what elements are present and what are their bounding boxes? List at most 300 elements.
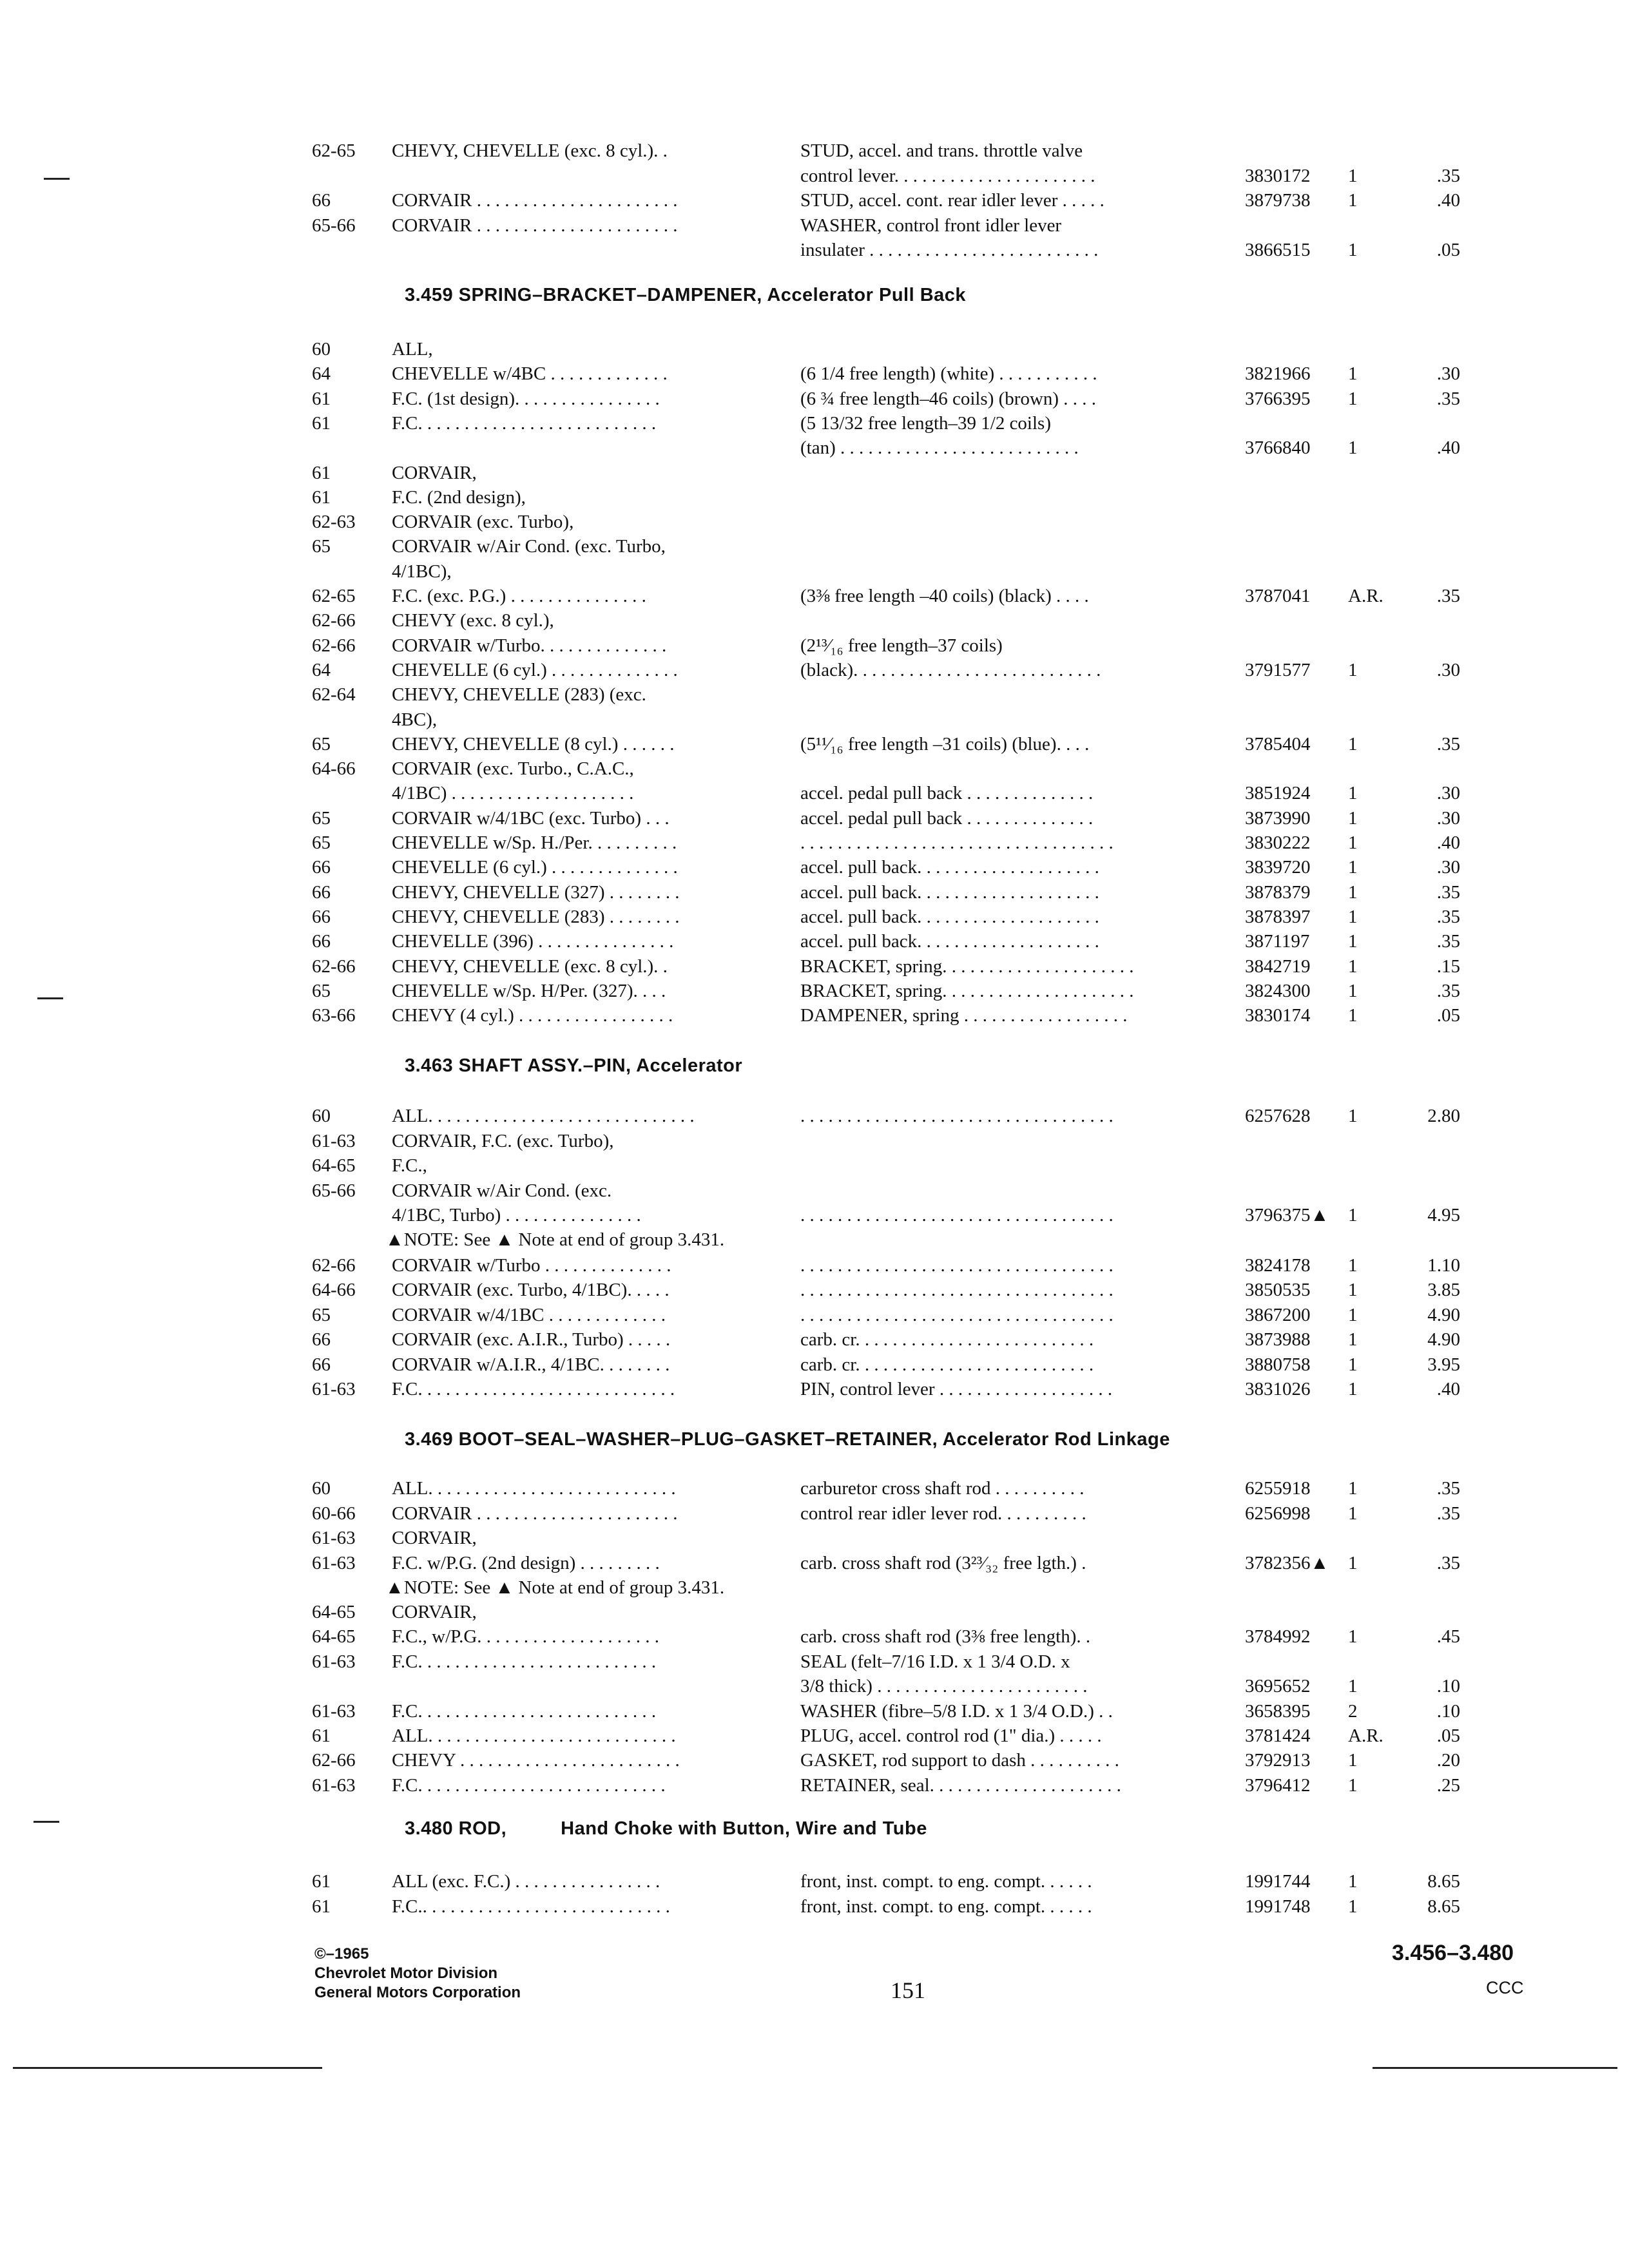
- part-row: [0, 1774, 1629, 1797]
- part-number-cell: 3782356▲: [1245, 1552, 1329, 1573]
- year-cell: 65: [312, 980, 331, 1001]
- price-cell: .35: [1436, 931, 1460, 952]
- description-cell: (black). . . . . . . . . . . . . . . . . . . . . . . . . . .: [800, 659, 1101, 680]
- corporation-line: General Motors Corporation: [314, 1984, 521, 2001]
- price-cell: 3.85: [1427, 1280, 1460, 1301]
- quantity-cell: 1: [1348, 1896, 1358, 1917]
- part-row: [0, 387, 1629, 410]
- description-cell: accel. pull back. . . . . . . . . . . . . . . . . . . .: [800, 881, 1099, 903]
- description-cell: insulater . . . . . . . . . . . . . . . . . . . . . . . . .: [800, 240, 1099, 260]
- application-cell: 4BC),: [392, 709, 438, 730]
- binder-mark: [37, 997, 63, 999]
- quantity-cell: 1: [1348, 1503, 1358, 1524]
- application-cell: CORVAIR (exc. Turbo, 4/1BC). . . . .: [392, 1280, 670, 1301]
- quantity-cell: 1: [1348, 1255, 1358, 1276]
- part-number-cell: 3830222: [1245, 832, 1311, 853]
- application-cell: CORVAIR . . . . . . . . . . . . . . . . . . . . . .: [392, 1503, 678, 1524]
- description-cell: front, inst. compt. to eng. compt. . . . . .: [800, 1896, 1092, 1917]
- part-row: [0, 856, 1629, 879]
- part-number-cell: 3839720: [1245, 857, 1311, 878]
- application-cell: ALL. . . . . . . . . . . . . . . . . . . . . . . . . . .: [392, 1478, 676, 1499]
- application-cell: F.C., w/P.G. . . . . . . . . . . . . . . . . . . .: [392, 1626, 660, 1648]
- price-cell: .35: [1436, 881, 1460, 903]
- note-line: ▲NOTE: See ▲ Note at end of group 3.431.: [385, 1229, 725, 1250]
- application-cell: ALL (exc. F.C.) . . . . . . . . . . . . . . . .: [392, 1871, 660, 1892]
- part-number-cell: 3873988: [1245, 1329, 1311, 1350]
- price-cell: .35: [1436, 1503, 1460, 1524]
- year-cell: 66: [312, 857, 331, 878]
- description-cell: . . . . . . . . . . . . . . . . . . . . . . . . . . . . . . . . . .: [800, 1255, 1113, 1276]
- part-row: [0, 1700, 1629, 1723]
- application-cell: CHEVY (exc. 8 cyl.),: [392, 610, 554, 631]
- year-cell: 61: [312, 486, 331, 508]
- quantity-cell: A.R.: [1348, 1725, 1383, 1746]
- application-cell: F.C. (1st design). . . . . . . . . . . . . . . .: [392, 388, 660, 409]
- year-cell: 60: [312, 1106, 331, 1126]
- year-cell: 61: [312, 388, 331, 409]
- description-cell: . . . . . . . . . . . . . . . . . . . . . . . . . . . . . . . . . .: [800, 1106, 1113, 1126]
- description-cell: WASHER (fibre–5/8 I.D. x 1 3/4 O.D.) . .: [800, 1700, 1113, 1722]
- year-cell: 65-66: [312, 215, 356, 236]
- price-cell: .20: [1436, 1750, 1460, 1771]
- application-cell: CORVAIR . . . . . . . . . . . . . . . . . . . . . .: [392, 190, 678, 211]
- application-cell: CHEVY . . . . . . . . . . . . . . . . . . . . . . . .: [392, 1750, 680, 1771]
- application-cell: CORVAIR (exc. A.I.R., Turbo) . . . . .: [392, 1329, 671, 1350]
- part-row: [0, 214, 1629, 237]
- description-cell: (3⅜ free length –40 coils) (black) . . . .: [800, 586, 1089, 606]
- application-cell: ALL. . . . . . . . . . . . . . . . . . . . . . . . . . .: [392, 1725, 676, 1746]
- part-row: [0, 782, 1629, 805]
- description-cell: accel. pull back. . . . . . . . . . . . . . . . . . . .: [800, 857, 1099, 878]
- quantity-cell: 1: [1348, 1205, 1358, 1225]
- part-number-cell: 3824178: [1245, 1255, 1311, 1276]
- price-cell: .40: [1436, 832, 1460, 853]
- price-cell: .15: [1436, 956, 1460, 977]
- part-number-cell: 1991748: [1245, 1896, 1311, 1917]
- quantity-cell: 1: [1348, 980, 1358, 1001]
- year-cell: 66: [312, 931, 331, 952]
- section-subtitle: Accelerator Pull Back: [762, 285, 967, 305]
- description-cell: (tan) . . . . . . . . . . . . . . . . . . . . . . . . . .: [800, 437, 1079, 459]
- price-cell: .35: [1436, 733, 1460, 754]
- section-title: 3.480 ROD,: [405, 1818, 507, 1839]
- application-cell: CHEVY, CHEVELLE (283) . . . . . . . .: [392, 906, 680, 927]
- year-cell: 62-66: [312, 610, 356, 631]
- quantity-cell: 1: [1348, 832, 1358, 853]
- year-cell: 60: [312, 1478, 331, 1499]
- quantity-cell: 1: [1348, 733, 1358, 754]
- part-row: [0, 930, 1629, 953]
- part-row: [0, 535, 1629, 558]
- part-row: [0, 189, 1629, 212]
- year-cell: 61: [312, 412, 331, 434]
- part-number-cell: 3878397: [1245, 906, 1311, 927]
- year-cell: 62-66: [312, 956, 356, 977]
- year-cell: 61-63: [312, 1552, 356, 1573]
- application-cell: CORVAIR, F.C. (exc. Turbo),: [392, 1130, 614, 1151]
- part-row: [0, 436, 1629, 459]
- application-cell: CORVAIR w/Turbo. . . . . . . . . . . . . .: [392, 635, 667, 656]
- price-cell: 2.80: [1427, 1106, 1460, 1126]
- quantity-cell: 1: [1348, 1552, 1358, 1573]
- year-cell: 62-66: [312, 635, 356, 656]
- year-cell: 64: [312, 363, 331, 385]
- part-number-cell: 6257628: [1245, 1106, 1311, 1126]
- description-cell: PIN, control lever . . . . . . . . . . . . . . . . . . .: [800, 1379, 1113, 1399]
- year-cell: 61-63: [312, 1774, 356, 1796]
- price-cell: .05: [1436, 1005, 1460, 1026]
- part-number-cell: 6255918: [1245, 1478, 1311, 1499]
- price-cell: .35: [1436, 586, 1460, 606]
- price-cell: .30: [1436, 659, 1460, 680]
- part-row: [0, 338, 1629, 361]
- part-row: [0, 1378, 1629, 1401]
- description-cell: PLUG, accel. control rod (1" dia.) . . . . .: [800, 1725, 1102, 1746]
- year-cell: 60: [312, 339, 331, 360]
- year-cell: 60-66: [312, 1503, 356, 1524]
- application-cell: CORVAIR,: [392, 1602, 477, 1622]
- year-cell: 61: [312, 462, 331, 483]
- year-cell: 62-65: [312, 140, 356, 161]
- year-cell: 61-63: [312, 1379, 356, 1399]
- description-cell: carb. cross shaft rod (3⅜ free length). .: [800, 1626, 1091, 1648]
- part-row: [0, 1004, 1629, 1027]
- application-cell: F.C. . . . . . . . . . . . . . . . . . . . . . . . . .: [392, 1651, 657, 1672]
- part-number-cell: 3880758: [1245, 1354, 1311, 1375]
- price-cell: .25: [1436, 1774, 1460, 1796]
- application-cell: F.C. (2nd design),: [392, 486, 526, 508]
- part-number-cell: 3781424: [1245, 1725, 1311, 1746]
- part-row: [0, 1154, 1629, 1177]
- part-row: [0, 1353, 1629, 1376]
- part-row: [0, 164, 1629, 187]
- application-cell: CHEVY, CHEVELLE (exc. 8 cyl.). .: [392, 956, 668, 977]
- description-cell: RETAINER, seal. . . . . . . . . . . . . . . . . . . . .: [800, 1774, 1121, 1796]
- description-cell: GASKET, rod support to dash . . . . . . . . . .: [800, 1750, 1119, 1771]
- description-cell: accel. pedal pull back . . . . . . . . . . . . . .: [800, 783, 1094, 804]
- application-cell: CORVAIR (exc. Turbo., C.A.C.,: [392, 758, 634, 780]
- binder-mark: [34, 1821, 59, 1823]
- part-row: [0, 881, 1629, 904]
- price-cell: 1.10: [1427, 1255, 1460, 1276]
- description-cell: accel. pull back. . . . . . . . . . . . . . . . . . . .: [800, 906, 1099, 927]
- application-cell: F.C. . . . . . . . . . . . . . . . . . . . . . . . . . .: [392, 1774, 666, 1796]
- year-cell: 61-63: [312, 1528, 356, 1548]
- page-edge-line: [1373, 2067, 1617, 2069]
- part-row: [0, 1600, 1629, 1624]
- part-number-cell: 3871197: [1245, 931, 1310, 952]
- year-cell: 62-66: [312, 1255, 356, 1276]
- price-cell: 4.95: [1427, 1205, 1460, 1225]
- price-cell: 8.65: [1427, 1896, 1460, 1917]
- price-cell: .10: [1436, 1676, 1460, 1697]
- application-cell: CHEVY (4 cyl.) . . . . . . . . . . . . . . . . .: [392, 1005, 673, 1026]
- application-cell: F.C. (exc. P.G.) . . . . . . . . . . . . . . .: [392, 586, 646, 606]
- description-cell: BRACKET, spring. . . . . . . . . . . . . . . . . . . . .: [800, 956, 1134, 977]
- price-cell: .40: [1436, 437, 1460, 459]
- part-number-cell: 3784992: [1245, 1626, 1311, 1648]
- year-cell: 64-65: [312, 1626, 356, 1648]
- quantity-cell: 1: [1348, 363, 1358, 385]
- description-cell: . . . . . . . . . . . . . . . . . . . . . . . . . . . . . . . . . .: [800, 832, 1113, 853]
- year-cell: 66: [312, 906, 331, 927]
- quantity-cell: 1: [1348, 1354, 1358, 1375]
- year-cell: 65: [312, 832, 331, 853]
- part-number-cell: 3787041: [1245, 586, 1311, 606]
- part-row: [0, 1895, 1629, 1918]
- section-range: 3.456–3.480: [1392, 1941, 1514, 1965]
- part-number-cell: 3791577: [1245, 659, 1311, 680]
- quantity-cell: 1: [1348, 1304, 1358, 1325]
- part-row: [0, 1278, 1629, 1302]
- note-line: ▲NOTE: See ▲ Note at end of group 3.431.: [385, 1577, 725, 1598]
- price-cell: .35: [1436, 906, 1460, 927]
- quantity-cell: 1: [1348, 165, 1358, 186]
- part-row: [0, 708, 1629, 731]
- section-title: 3.459 SPRING–BRACKET–DAMPENER,: [405, 285, 762, 305]
- part-row: [0, 609, 1629, 632]
- part-number-cell: 3830174: [1245, 1005, 1311, 1026]
- section-heading-3-469: [405, 1428, 1170, 1451]
- part-number-cell: 3796412: [1245, 1774, 1311, 1796]
- application-cell: F.C. w/P.G. (2nd design) . . . . . . . . .: [392, 1552, 660, 1573]
- price-cell: .05: [1436, 1725, 1460, 1746]
- part-number-cell: 3842719: [1245, 956, 1311, 977]
- copyright-line: ©–1965: [314, 1945, 369, 1963]
- part-number-cell: 3821966: [1245, 363, 1311, 385]
- quantity-cell: 1: [1348, 807, 1358, 829]
- application-cell: CORVAIR w/4/1BC (exc. Turbo) . . .: [392, 807, 670, 829]
- quantity-cell: 1: [1348, 190, 1358, 211]
- year-cell: 65: [312, 807, 331, 829]
- binder-mark: [44, 178, 70, 180]
- application-cell: F.C. . . . . . . . . . . . . . . . . . . . . . . . . .: [392, 1700, 657, 1722]
- section-subtitle: Hand Choke with Button, Wire and Tube: [561, 1818, 927, 1839]
- description-cell: carb. cr. . . . . . . . . . . . . . . . . . . . . . . . . .: [800, 1329, 1094, 1350]
- year-cell: 62-63: [312, 512, 356, 533]
- part-row: [0, 139, 1629, 162]
- description-cell: WASHER, control front idler lever: [800, 215, 1062, 236]
- year-cell: 62-65: [312, 586, 356, 606]
- part-number-cell: 3766395: [1245, 388, 1311, 409]
- price-cell: .45: [1436, 1626, 1460, 1648]
- description-cell: BRACKET, spring. . . . . . . . . . . . . . . . . . . . .: [800, 980, 1134, 1001]
- description-cell: accel. pedal pull back . . . . . . . . . . . . . .: [800, 807, 1094, 829]
- year-cell: 63-66: [312, 1005, 356, 1026]
- part-row: [0, 486, 1629, 509]
- page-edge-line: [13, 2067, 322, 2069]
- price-cell: .40: [1436, 190, 1460, 211]
- year-cell: 61-63: [312, 1651, 356, 1672]
- part-number-cell: 3866515: [1245, 240, 1311, 260]
- application-cell: CHEVY, CHEVELLE (8 cyl.) . . . . . .: [392, 733, 675, 754]
- application-cell: CORVAIR w/A.I.R., 4/1BC. . . . . . . .: [392, 1354, 670, 1375]
- part-row: [0, 1749, 1629, 1772]
- year-cell: 62-66: [312, 1750, 356, 1771]
- application-cell: CHEVELLE (396) . . . . . . . . . . . . . . .: [392, 931, 674, 952]
- quantity-cell: A.R.: [1348, 586, 1383, 606]
- application-cell: CORVAIR w/4/1BC . . . . . . . . . . . . .: [392, 1304, 666, 1325]
- year-cell: 61-63: [312, 1130, 356, 1151]
- description-cell: front, inst. compt. to eng. compt. . . . . .: [800, 1871, 1092, 1892]
- description-cell: . . . . . . . . . . . . . . . . . . . . . . . . . . . . . . . . . .: [800, 1280, 1113, 1301]
- description-cell: (5¹¹⁄₁₆ free length –31 coils) (blue). . . .: [800, 733, 1090, 754]
- section-title: 3.469 BOOT–SEAL–WASHER–PLUG–GASKET–RETAINER,: [405, 1429, 938, 1450]
- part-row: [0, 757, 1629, 780]
- quantity-cell: 1: [1348, 1774, 1358, 1796]
- part-number-cell: 3879738: [1245, 190, 1311, 211]
- part-row: [0, 831, 1629, 854]
- price-cell: 3.95: [1427, 1354, 1460, 1375]
- year-cell: 61: [312, 1896, 331, 1917]
- part-row: [0, 634, 1629, 657]
- quantity-cell: 1: [1348, 1106, 1358, 1126]
- application-cell: F.C. . . . . . . . . . . . . . . . . . . . . . . . . .: [392, 412, 657, 434]
- part-number-cell: 3796375▲: [1245, 1205, 1329, 1225]
- year-cell: 65: [312, 1304, 331, 1325]
- description-cell: carb. cross shaft rod (3²³⁄₃₂ free lgth.) .: [800, 1552, 1086, 1573]
- application-cell: CORVAIR,: [392, 462, 477, 483]
- price-cell: .30: [1436, 857, 1460, 878]
- part-row: [0, 1179, 1629, 1202]
- price-cell: .30: [1436, 807, 1460, 829]
- part-row: [0, 1870, 1629, 1893]
- description-cell: (6 1/4 free length) (white) . . . . . . . . . . .: [800, 363, 1097, 385]
- part-row: [0, 1204, 1629, 1227]
- part-number-cell: 3878379: [1245, 881, 1311, 903]
- page-number: 151: [891, 1977, 925, 2003]
- part-number-cell: 6256998: [1245, 1503, 1311, 1524]
- part-row: [0, 560, 1629, 583]
- part-number-cell: 3658395: [1245, 1700, 1311, 1722]
- section-title: 3.463 SHAFT ASSY.–PIN,: [405, 1055, 631, 1076]
- application-cell: 4/1BC) . . . . . . . . . . . . . . . . . . . .: [392, 783, 634, 804]
- description-cell: (6 ¾ free length–46 coils) (brown) . . . .: [800, 388, 1097, 409]
- application-cell: CORVAIR w/Air Cond. (exc. Turbo,: [392, 536, 666, 557]
- year-cell: 64-66: [312, 1280, 356, 1301]
- quantity-cell: 1: [1348, 1280, 1358, 1301]
- application-cell: CORVAIR . . . . . . . . . . . . . . . . . . . . . .: [392, 215, 678, 236]
- description-cell: STUD, accel. cont. rear idler lever . . . . .: [800, 190, 1104, 211]
- application-cell: CHEVY, CHEVELLE (327) . . . . . . . .: [392, 881, 680, 903]
- year-cell: 66: [312, 1329, 331, 1350]
- description-cell: STUD, accel. and trans. throttle valve: [800, 140, 1083, 161]
- application-cell: ALL. . . . . . . . . . . . . . . . . . . . . . . . . . . . .: [392, 1106, 695, 1126]
- quantity-cell: 2: [1348, 1700, 1358, 1722]
- price-cell: .40: [1436, 1379, 1460, 1399]
- year-cell: 62-64: [312, 684, 356, 706]
- part-number-cell: 3824300: [1245, 980, 1311, 1001]
- part-row: [0, 1552, 1629, 1575]
- section-subtitle: Accelerator: [631, 1055, 743, 1076]
- quantity-cell: 1: [1348, 1871, 1358, 1892]
- part-row: [0, 1254, 1629, 1277]
- quantity-cell: 1: [1348, 1626, 1358, 1648]
- description-cell: . . . . . . . . . . . . . . . . . . . . . . . . . . . . . . . . . .: [800, 1205, 1113, 1225]
- description-cell: carburetor cross shaft rod . . . . . . . . . .: [800, 1478, 1084, 1499]
- description-cell: (2¹³⁄₁₆ free length–37 coils): [800, 635, 1003, 656]
- part-number-cell: 3785404: [1245, 733, 1311, 754]
- quantity-cell: 1: [1348, 240, 1358, 260]
- catalog-code: CCC: [1486, 1978, 1524, 1997]
- part-row: [0, 461, 1629, 485]
- quantity-cell: 1: [1348, 388, 1358, 409]
- part-row: [0, 584, 1629, 608]
- application-cell: ALL,: [392, 339, 433, 360]
- section-heading-3-480: [405, 1817, 927, 1840]
- part-row: [0, 733, 1629, 756]
- section-heading-3-463: [405, 1054, 742, 1077]
- quantity-cell: 1: [1348, 437, 1358, 459]
- year-cell: 61-63: [312, 1700, 356, 1722]
- part-row: [0, 905, 1629, 928]
- part-row: [0, 1502, 1629, 1525]
- part-row: [0, 1625, 1629, 1648]
- application-cell: F.C. . . . . . . . . . . . . . . . . . . . . . . . . . . .: [392, 1379, 675, 1399]
- price-cell: .35: [1436, 1552, 1460, 1573]
- description-cell: control lever. . . . . . . . . . . . . . . . . . . . . .: [800, 165, 1095, 186]
- section-heading-3-459: [405, 284, 966, 307]
- quantity-cell: 1: [1348, 881, 1358, 903]
- year-cell: 64-66: [312, 758, 356, 780]
- year-cell: 64-65: [312, 1602, 356, 1622]
- application-cell: F.C.,: [392, 1155, 427, 1176]
- part-row: [0, 412, 1629, 435]
- part-row: [0, 1477, 1629, 1500]
- application-cell: CHEVY, CHEVELLE (exc. 8 cyl.). .: [392, 140, 668, 161]
- description-cell: accel. pull back. . . . . . . . . . . . . . . . . . . .: [800, 931, 1099, 952]
- part-row: [0, 1303, 1629, 1327]
- year-cell: 61: [312, 1725, 331, 1746]
- year-cell: 64: [312, 659, 331, 680]
- part-row: [0, 510, 1629, 533]
- description-cell: carb. cr. . . . . . . . . . . . . . . . . . . . . . . . . .: [800, 1354, 1094, 1375]
- application-cell: 4/1BC),: [392, 561, 452, 582]
- part-row: [0, 1104, 1629, 1128]
- part-row: [0, 1328, 1629, 1351]
- year-cell: 61: [312, 1871, 331, 1892]
- application-cell: CORVAIR w/Air Cond. (exc.: [392, 1180, 612, 1201]
- part-row: [0, 1675, 1629, 1698]
- price-cell: 4.90: [1427, 1329, 1460, 1350]
- quantity-cell: 1: [1348, 1478, 1358, 1499]
- application-cell: CHEVELLE w/Sp. H./Per. . . . . . . . . .: [392, 832, 677, 853]
- part-row: [0, 979, 1629, 1003]
- publisher-block: [314, 1945, 521, 2003]
- year-cell: 64-65: [312, 1155, 356, 1176]
- price-cell: .35: [1436, 1478, 1460, 1499]
- part-row: [0, 807, 1629, 830]
- price-cell: .10: [1436, 1700, 1460, 1722]
- part-row: [0, 238, 1629, 262]
- part-number-cell: 3867200: [1245, 1304, 1311, 1325]
- quantity-cell: 1: [1348, 659, 1358, 680]
- description-cell: DAMPENER, spring . . . . . . . . . . . . . . . . . .: [800, 1005, 1128, 1026]
- price-cell: .30: [1436, 783, 1460, 804]
- year-cell: 65: [312, 536, 331, 557]
- quantity-cell: 1: [1348, 1676, 1358, 1697]
- application-cell: CHEVELLE (6 cyl.) . . . . . . . . . . . . . .: [392, 659, 678, 680]
- description-cell: 3/8 thick) . . . . . . . . . . . . . . . . . . . . . . .: [800, 1676, 1088, 1697]
- quantity-cell: 1: [1348, 1379, 1358, 1399]
- year-cell: 66: [312, 1354, 331, 1375]
- part-number-cell: 3873990: [1245, 807, 1311, 829]
- part-number-cell: 3766840: [1245, 437, 1311, 459]
- part-number-cell: 3792913: [1245, 1750, 1311, 1771]
- price-cell: .35: [1436, 165, 1460, 186]
- price-cell: .35: [1436, 388, 1460, 409]
- quantity-cell: 1: [1348, 1750, 1358, 1771]
